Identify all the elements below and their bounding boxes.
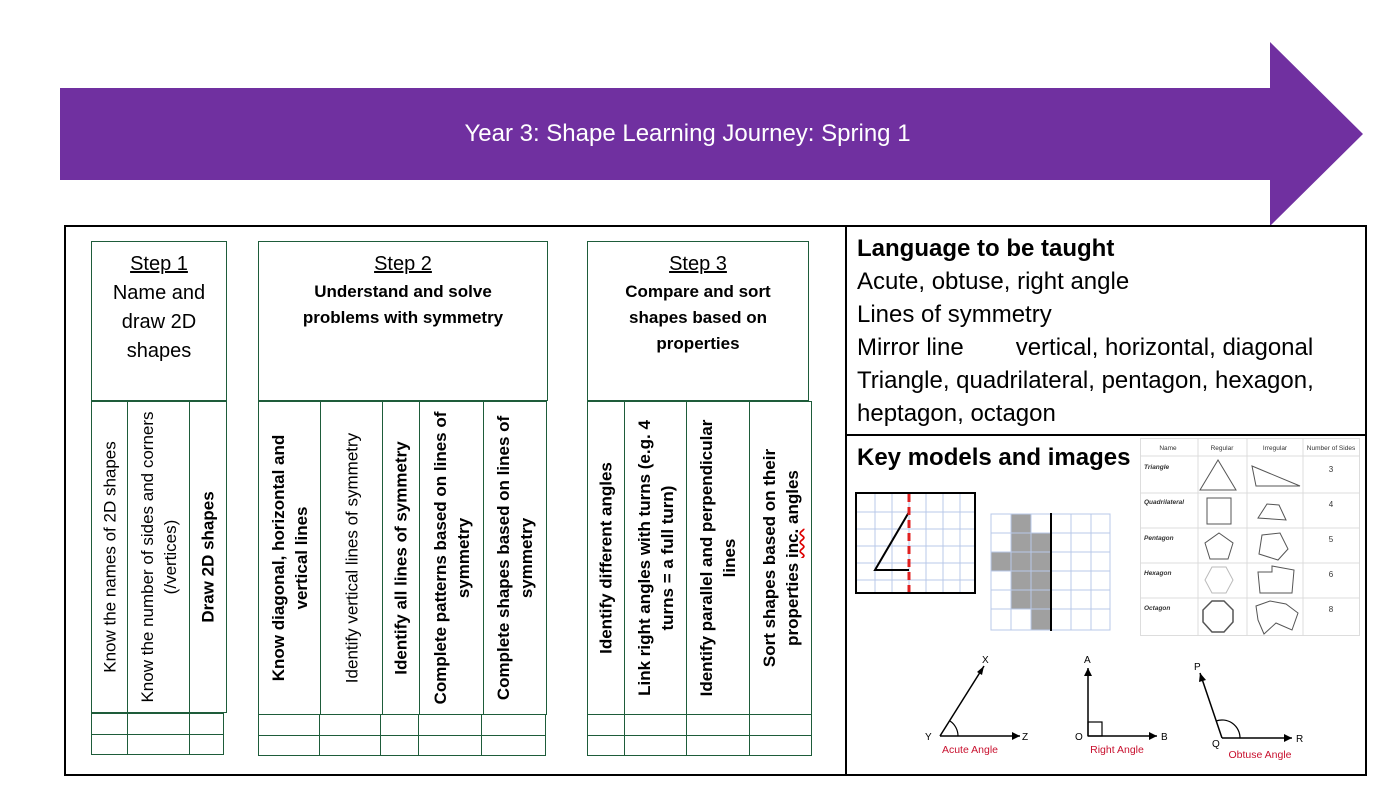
step2-cell-1: [258, 401, 321, 715]
step3-header: [587, 241, 809, 401]
step3-cell-4-text: [758, 408, 804, 708]
step1-footer-cell: [91, 734, 128, 755]
step1-cell-3: [189, 401, 227, 713]
step1-footer-cell: [189, 713, 224, 735]
step2-cell-5-text: Complete shapes based on lines of symmetry: [494, 415, 536, 701]
symmetry-grid-model: [990, 513, 1112, 633]
obtuse-angle-label: Obtuse Angle: [1228, 749, 1292, 761]
shape-sides: 5: [1328, 535, 1334, 544]
shape-name: Octagon: [1144, 605, 1171, 612]
obtuse-point-label: R: [1296, 734, 1304, 745]
shape-name: Pentagon: [1144, 535, 1174, 542]
step3-footer-cell: [624, 714, 687, 736]
step2-cell-3-text: Identify all lines of symmetry: [391, 441, 411, 675]
step1-subtitle: Name and draw 2D shapes: [112, 282, 206, 362]
step3-cell-4-text-c: angles: [782, 470, 802, 529]
step1-cell-1-text: Know the names of 2D shapes: [100, 441, 119, 673]
language-panel: [857, 232, 1362, 430]
shape-sides: 6: [1328, 570, 1334, 579]
step2-heading: Step 2: [374, 253, 432, 275]
step3-footer-cell: [587, 714, 625, 736]
step1-footer-cell: [189, 734, 224, 755]
step2-footer-cell: [380, 714, 419, 736]
language-line: Triangle, quadrilateral, pentagon, hexagon,: [857, 367, 1314, 394]
step3-cell-2-text: Link right angles with turns (e.g. 4 turns = a full turn): [634, 420, 677, 696]
step2-cell-1-text: Know diagonal, horizontal and vertical lines: [268, 434, 311, 682]
step1-cell-3-text: Draw 2D shapes: [198, 491, 218, 623]
step3-footer-cell: [686, 714, 750, 736]
step3-footer-cell: [686, 735, 750, 756]
language-line: [857, 331, 1362, 364]
panel-divider-vertical: [845, 225, 847, 776]
step2-footer-cell: [418, 714, 482, 736]
step1-header: [91, 241, 227, 401]
obtuse-angle-diagram: [1190, 655, 1315, 770]
shape-table-header: Number of Sides: [1306, 445, 1356, 452]
shape-table-header: Name: [1159, 445, 1177, 452]
acute-angle-label: Acute Angle: [941, 744, 999, 756]
language-line: Lines of symmetry: [857, 301, 1052, 328]
step1-heading: Step 1: [130, 253, 188, 275]
right-angle-label: Right Angle: [1090, 744, 1144, 756]
step2-cell-5: [483, 401, 547, 715]
shape-table-header: Regular: [1210, 445, 1234, 452]
step2-footer-cell: [319, 714, 381, 736]
right-point-label: A: [1084, 655, 1091, 666]
step3-cell-3-text: Identify parallel and perpendicular lines: [697, 419, 739, 697]
step2-footer-cell: [481, 735, 546, 756]
step2-subtitle: Understand and solve problems with symmetry: [302, 282, 504, 327]
step3-heading: Step 3: [669, 253, 727, 275]
step2-footer-cell: [481, 714, 546, 736]
symmetry-triangle-model: [855, 492, 977, 595]
step3-footer-cell: [749, 714, 812, 736]
step2-footer-cell: [258, 714, 320, 736]
shape-sides: 4: [1328, 500, 1334, 509]
step3-cell-2: [624, 401, 687, 715]
obtuse-vertex-label: Q: [1212, 739, 1220, 750]
step2-header: [258, 241, 548, 401]
language-line: heptagon, octagon: [857, 400, 1056, 427]
step2-cell-2: [320, 401, 383, 715]
language-heading: Language to be taught: [857, 235, 1115, 262]
shape-sides: 8: [1328, 605, 1334, 614]
step3-cell-4-text-a: Sort shapes based on their properties: [759, 448, 802, 668]
step1-footer-cell: [127, 734, 190, 755]
step2-cell-3: [382, 401, 420, 715]
step2-footer-cell: [380, 735, 419, 756]
step3-footer-cell: [624, 735, 687, 756]
step1-cell-2-text: Know the number of sides and corners (/vertices): [137, 411, 180, 703]
step3-cell-1: [587, 401, 625, 715]
language-line-part: Mirror line: [857, 334, 964, 361]
step3-footer-cell: [587, 735, 625, 756]
step2-footer-cell: [319, 735, 381, 756]
step3-subtitle: Compare and sort shapes based on properties: [625, 282, 771, 353]
banner-title: Year 3: Shape Learning Journey: Spring 1: [464, 120, 911, 147]
step3-footer-cell: [749, 735, 812, 756]
language-line: Acute, obtuse, right angle: [857, 268, 1130, 295]
language-line-part: vertical, horizontal, diagonal: [1015, 334, 1314, 361]
shape-table-header: Irregular: [1262, 445, 1288, 452]
shape-name: Triangle: [1144, 464, 1170, 471]
acute-point-label: X: [982, 655, 989, 666]
panel-divider-horizontal: [846, 434, 1367, 436]
step3-cell-4-text-b: inc.: [782, 528, 802, 559]
shape-sides: 3: [1328, 465, 1334, 474]
right-point-label: B: [1161, 732, 1168, 743]
right-angle-diagram: [1065, 650, 1180, 765]
step3-cell-3: [686, 401, 750, 715]
step3-cell-4: [749, 401, 812, 715]
step1-footer-cell: [91, 713, 128, 735]
obtuse-point-label: P: [1194, 662, 1201, 673]
step2-cell-2-text: Identify vertical lines of symmetry: [342, 432, 361, 684]
shape-table: [1140, 438, 1360, 636]
acute-vertex-label: Y: [925, 732, 932, 743]
step1-footer-cell: [127, 713, 190, 735]
step2-cell-4: [419, 401, 484, 715]
right-vertex-label: O: [1075, 732, 1083, 743]
acute-point-label: Z: [1022, 732, 1029, 743]
key-models-heading: Key models and images: [857, 444, 1131, 471]
shape-name: Hexagon: [1144, 570, 1172, 577]
acute-angle-diagram: [920, 650, 1040, 765]
step3-cell-1-text: Identify different angles: [596, 462, 616, 654]
step2-cell-4-text: Complete patterns based on lines of symmetry: [430, 411, 473, 705]
shape-name: Quadrilateral: [1144, 499, 1185, 506]
step1-cell-2: [127, 401, 190, 713]
step2-footer-cell: [418, 735, 482, 756]
step2-footer-cell: [258, 735, 320, 756]
step1-cell-1: [91, 401, 128, 713]
